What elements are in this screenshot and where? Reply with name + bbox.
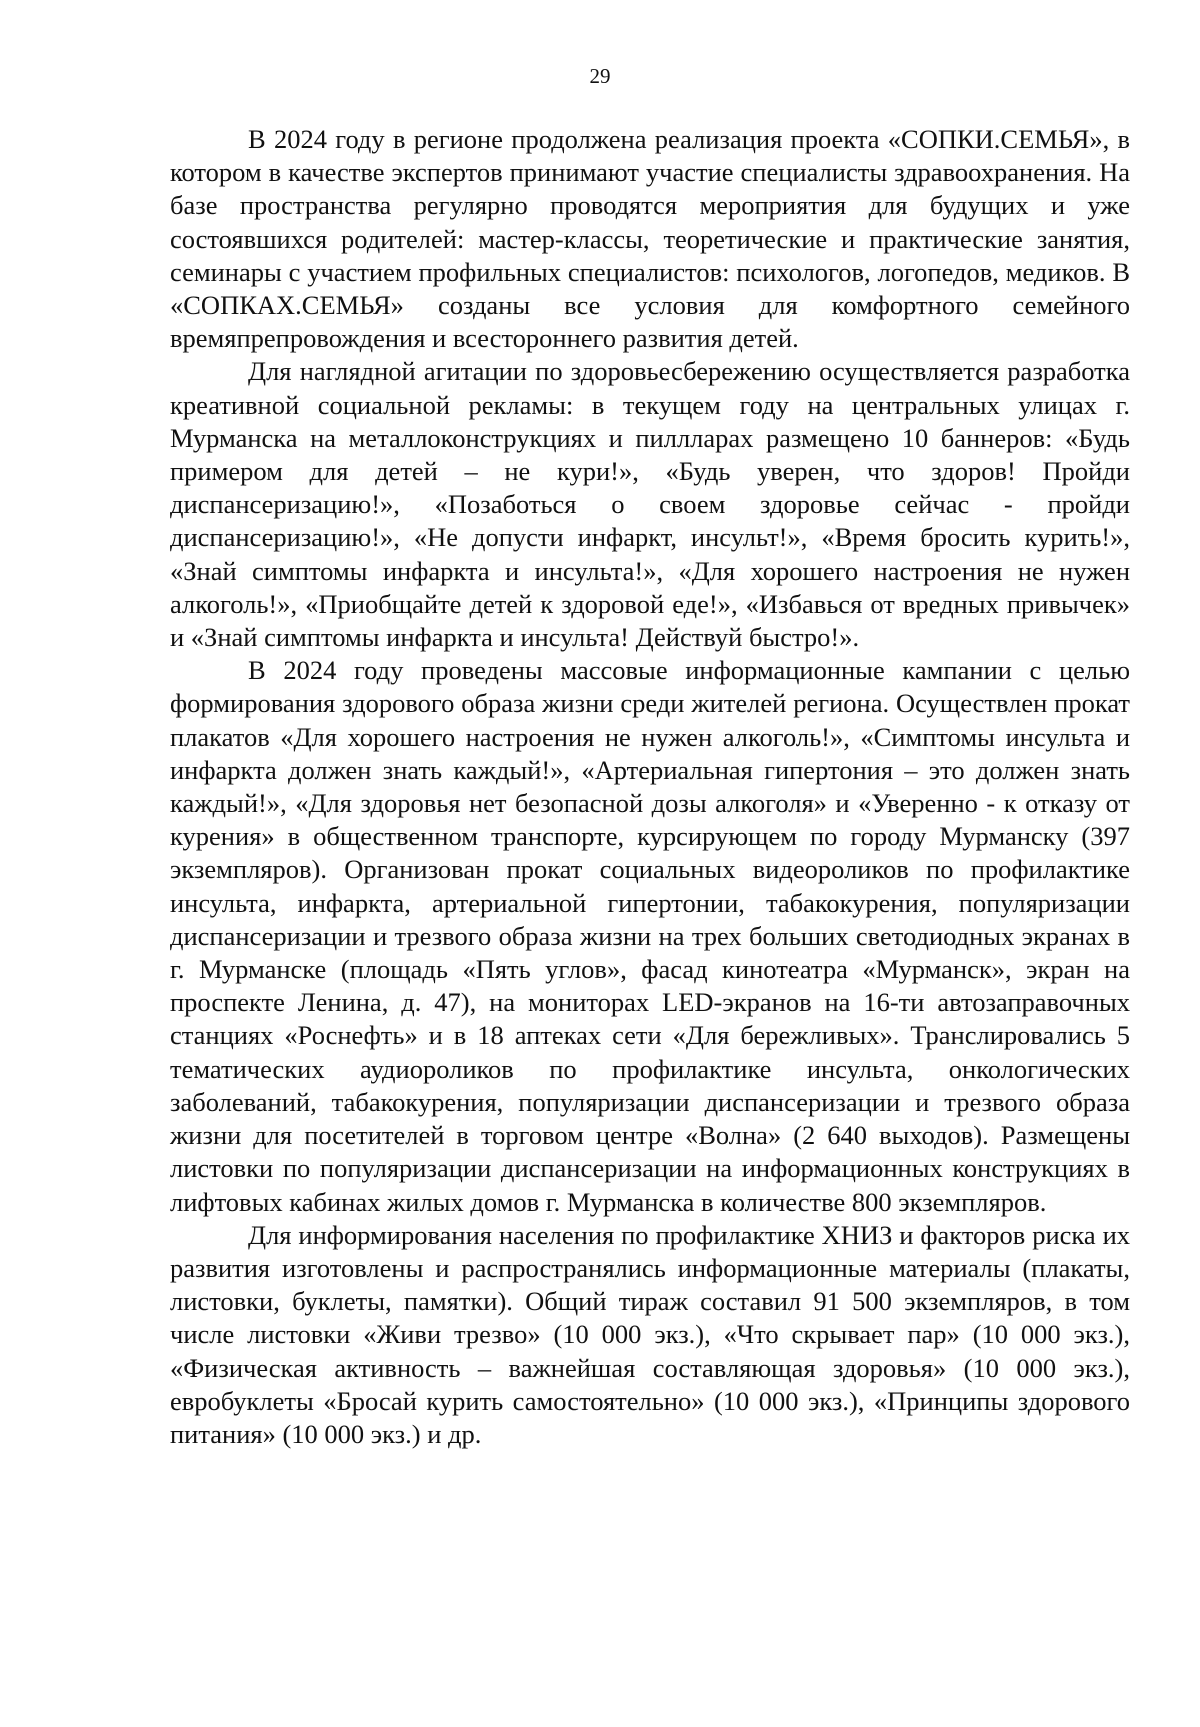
paragraph-information-materials: Для информирования населения по профилактике ХНИЗ и факторов риска их развития изготовлены и распространялись информационные материалы (плакаты, листовки, буклеты, памятки). Общий тираж составил 91 500 экземпляров, в том числе листовки «Живи трезво» (10 000 экз.), «Что скрывает пар» (10 000 экз.), «Физическая активность – важнейшая составляющая здоровья» (10 000 экз.), евробуклеты «Бросай курить самостоятельно» (10 000 экз.), «Принципы здорового питания» (10 000 экз.) и др. [170, 1219, 1130, 1449]
paragraph-social-advertising: Для наглядной агитации по здоровьесбережению осуществляется разработка креативной социальной рекламы: в текущем году на центральных улицах г. Мурманска на металлоконструкциях и пиллларах размещено 10 баннеров: «Будь примером для детей – не кури!», «Будь уверен, что здоров! Пройди диспансеризацию!», «Позаботься о своем здоровье сейчас - пройди диспансеризацию!», «Не допусти инфаркт, инсульт!», «Время бросить курить!», «Знай симптомы инфаркта и инсульта!», «Для хорошего настроения не нужен алкоголь!», «Приобщайте детей к здоровой еде!», «Избавься от вредных привычек» и «Знай симптомы инфаркта и инсульта! Действуй быстро!». [170, 356, 1130, 653]
paragraph-sopki-semya: В 2024 году в регионе продолжена реализация проекта «СОПКИ.СЕМЬЯ», в котором в качестве экспертов принимают участие специалисты здравоохранения. На базе пространства регулярно проводятся мероприятия для будущих и уже состоявшихся родителей: мастер-классы, теоретические и практические занятия, семинары с участием профильных специалистов: психологов, логопедов, медиков. В «СОПКАХ.СЕМЬЯ» созданы все условия для комфортного семейного времяпрепровождения и всестороннего развития детей. [170, 124, 1130, 354]
page-number: 29 [589, 64, 611, 88]
body-text [170, 123, 1130, 1451]
paragraph-information-campaigns: В 2024 году проведены массовые информационные кампании с целью формирования здорового образа жизни среди жителей региона. Осуществлен прокат плакатов «Для хорошего настроения не нужен алкоголь!», «Симптомы инсульта и инфаркта должен знать каждый!», «Артериальная гипертония – это должен знать каждый!», «Для здоровья нет безопасной дозы алкоголя» и «Уверенно - к отказу от курения» в общественном транспорте, курсирующем по городу Мурманску (397 экземпляров). Организован прокат социальных видеороликов по профилактике инсульта, инфаркта, артериальной гипертонии, табакокурения, популяризации диспансеризации и трезвого образа жизни на трех больших светодиодных экранах в г. Мурманске (площадь «Пять углов», фасад кинотеатра «Мурманск», экран на проспекте Ленина, д. 47), на мониторах LED-экранов на 16-ти автозаправочных станциях «Роснефть» и в 18 аптеках сети «Для бережливых». Транслировались 5 тематических аудиороликов по профилактике инсульта, онкологических заболеваний, табакокурения, популяризации диспансеризации и трезвого образа жизни для посетителей в торговом центре «Волна» (2 640 выходов). Размещены листовки по популяризации диспансеризации на информационных конструкциях в лифтовых кабинах жилых домов г. Мурманска в количестве 800 экземпляров. [170, 655, 1130, 1217]
